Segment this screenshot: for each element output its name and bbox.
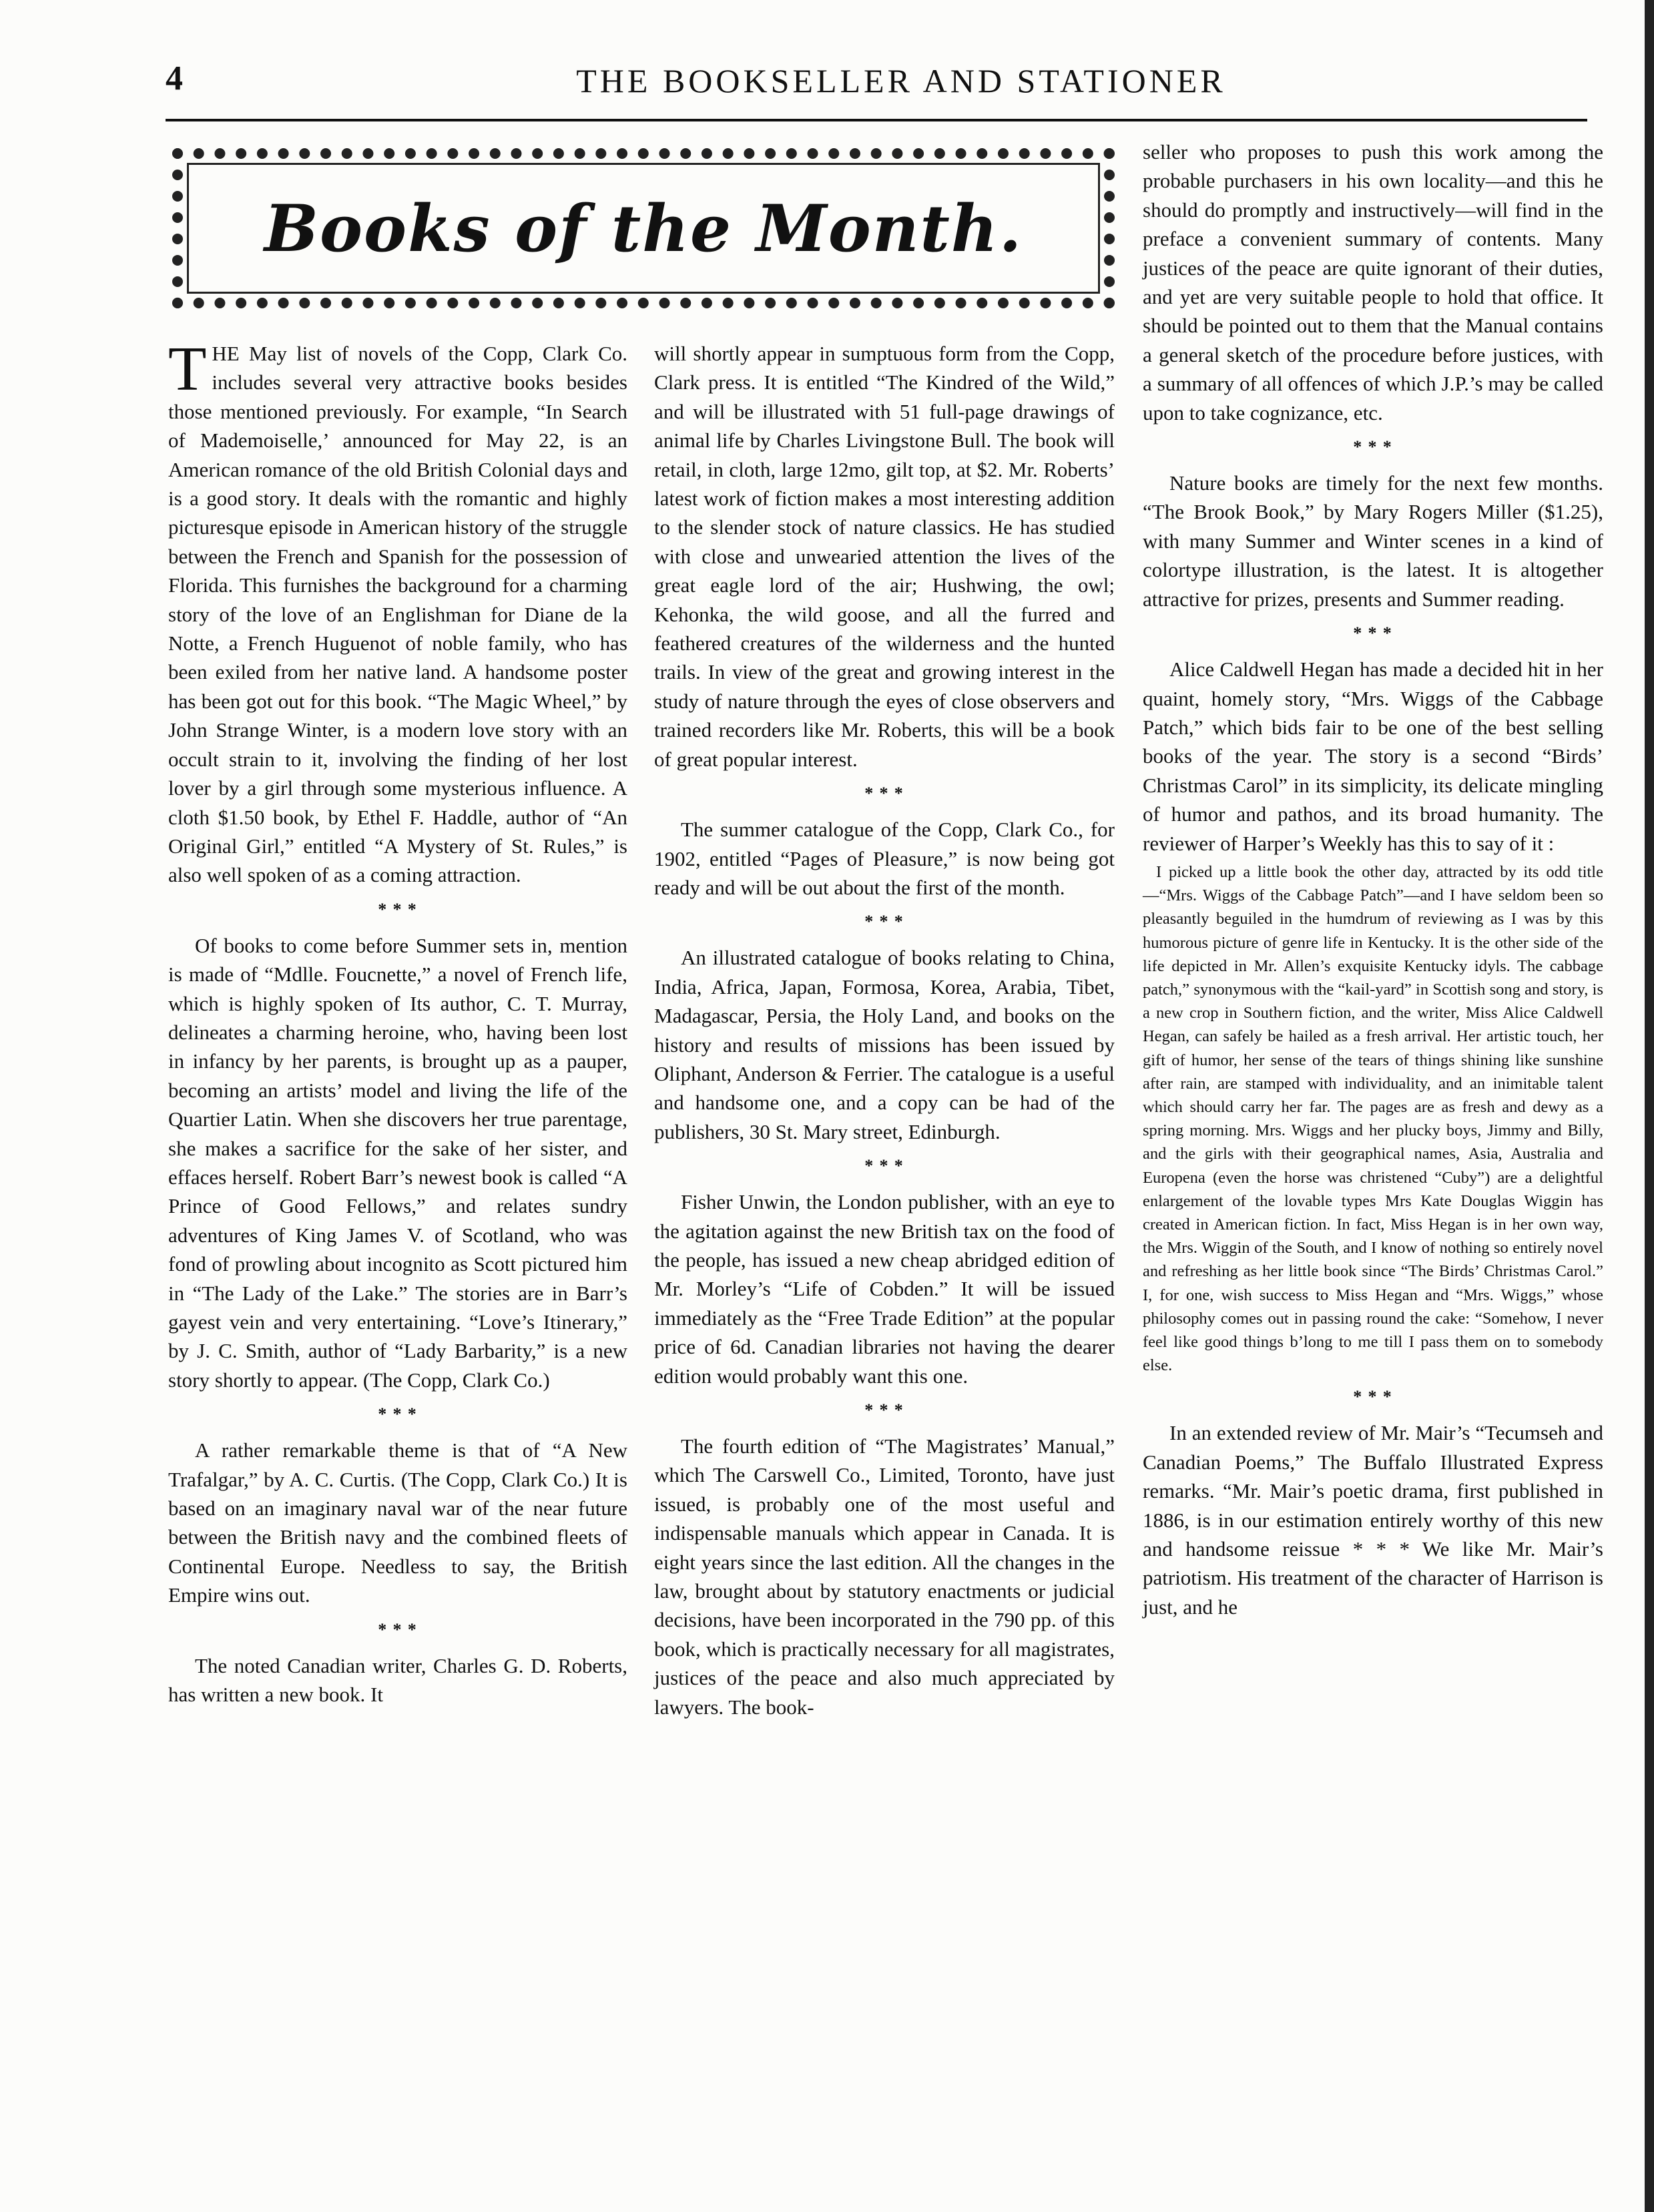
paragraph-text: HE May list of novels of the Copp, Clark Co. includes several very attractive books besides those mentioned previously. For example, “In Search of Mademoiselle,’ announced for May 22, is an American romance of the old British Colonial days and is a good story. It deals with the romantic and highly picturesque episode in American history of the struggle between the French and Spanish for the possession of Florida. This furnishes the background for a charming story of the love of an Englishman for Diane de la Notte, a French Huguenot of noble family, who has been exiled from her native land. A handsome poster has been got out for this book. “The Magic Wheel,” by John Strange Winter, is a modern love story with an occult strain to it, involving the finding of her lost lover by a girl through some mysterious influence. A cloth $1.50 book, by Ethel F. Haddle, author of “An Original Girl,” entitled “A Mystery of St. Rules,” is also well spoken of as a coming attraction. (168, 342, 627, 887)
running-head: THE BOOKSELLER AND STATIONER (576, 62, 1226, 99)
column-2 (654, 339, 1115, 1721)
article-paragraph: seller who proposes to push this work among the probable purchasers in his own locality—and this he should do promptly and instructively—will find in the preface a convenient summary of contents. Many justices of the peace are quite ignorant of their duties, and yet are very suitable people to hold that office. It should be pointed out to them that the Manual contains a general sketch of the procedure before justices, with a summary of all offences of which J.P.’s may be called upon to take cognizance, etc. (1143, 140, 1603, 425)
asterism-divider: * * * (1353, 623, 1393, 643)
asterism-divider: * * * (864, 912, 904, 932)
column-1 (168, 334, 627, 1709)
asterism-divider: * * * (378, 1619, 418, 1639)
article-paragraph: A rather remarkable theme is that of “A New Trafalgar,” by A. C. Curtis. (The Copp, Clark Co.) It is based on an imaginary naval war of the near future between the British navy and the combined fleets of Continental Europe. Needless to say, the British Empire wins out. (168, 1438, 627, 1607)
article-paragraph: An illustrated catalogue of books relating to China, India, Africa, Japan, Formosa, Korea, Arabia, Tibet, Madagascar, Persia, the Holy Land, and books on the history and results of missions has been issued by Oliphant, Anderson & Ferrier. The catalogue is a useful and handsome one, and a copy can be had of the publishers, 30 St. Mary street, Edinburgh. (654, 946, 1115, 1143)
article-paragraph (168, 334, 627, 890)
page-number: 4 (166, 59, 183, 97)
column-3 (1143, 137, 1603, 1621)
asterism-divider: * * * (1353, 437, 1393, 457)
review-quote: I picked up a little book the other day, attracted by its odd title—“Mrs. Wiggs of the Cabbage Patch”—and I have seldom been so pleasantly beguiled in the humdrum of reviewing as I was by this humorous picture of genre life in Kentucky. It is the other side of the life depicted in Mr. Allen’s exquisite Kentucky idyls. The cabbage patch,” synonymous with the “kail-yard” in Scottish song and story, is a new crop in Southern fiction, and the writer, Miss Alice Caldwell Hegan, can safely be hailed as a fresh arrival. Her artistic touch, her gift of humor, her sense of the tears of things shining like sunshine after rain, are stamped with individuality, and an inimitable talent which should carry her far. The pages are as fresh and dewy as a spring morning. Mrs. Wiggs and her plucky boys, Jimmy and Billy, and the girls with their geographical names, Asia, Australia and Europena (even the horse was christened “Cuby”) are a delightful enlargement of the lovable types Mrs Kate Douglas Wiggin has created in American fiction. In fact, Miss Hegan is in her own way, the Mrs. Wiggin of the South, and I know of nothing so entirely novel and refreshing as her little book since “The Birds’ Christmas Carol.” I, for one, wish success to Miss Hegan and “Mrs. Wiggs,” whose philosophy comes out in passing round the cake: “Somehow, I never feel like good things b’long to me till I pass them on to somebody else. (1143, 862, 1603, 1375)
page-edge-shadow (1645, 0, 1654, 2212)
asterism-divider: * * * (864, 1156, 904, 1176)
asterism-divider: * * * (1353, 1387, 1393, 1407)
article-paragraph: Nature books are timely for the next few months. “The Brook Book,” by Mary Rogers Miller ($1.25), with many Summer and Winter scenes in a kind of colortype illustration, is the latest. It is altogether attractive for prizes, presents and Summer reading. (1143, 471, 1603, 611)
article-paragraph: Of books to come before Summer sets in, mention is made of “Mdlle. Foucnette,” a novel of French life, which is highly spoken of Its author, C. T. Murray, delineates a charming heroine, who, having been lost in infancy by her parents, is brought up as a pauper, becoming an artists’ model and living the life of the Quartier Latin. When she discovers her true parentage, she makes a sacrifice for the sake of her sister, and effaces herself. Robert Barr’s newest book is called “A Prince of Good Fellows,” and relates sundry adventures of King James V. of Scotland, who was fond of prowling about incognito as Scott pictured him in “The Lady of the Lake.” The stories are in Barr’s gayest vein and very entertaining. “Love’s Itinerary,” by J. C. Smith, author of “Lady Barbarity,” is a new story shortly to appear. (The Copp, Clark Co.) (168, 933, 627, 1392)
asterism-divider: * * * (864, 1400, 904, 1420)
article-paragraph: The summer catalogue of the Copp, Clark Co., for 1902, entitled “Pages of Pleasure,” is now being got ready and will be out about the first of the month. (654, 818, 1115, 899)
drop-cap: T (168, 334, 207, 404)
article-paragraph: The noted Canadian writer, Charles G. D. Roberts, has written a new book. It (168, 1653, 627, 1707)
article-paragraph: In an extended review of Mr. Mair’s “Tecumseh and Canadian Poems,” The Buffalo Illustrated Express remarks. “Mr. Mair’s poetic drama, first published in 1886, is in our estimation entirely worthy of this new and handsome reissue * * * We like Mr. Mair’s patriotism. His treatment of the character of Harrison is just, and he (1143, 1421, 1603, 1619)
article-paragraph: Fisher Unwin, the London publisher, with an eye to the agitation against the new British tax on the food of the people, has issued a new cheap abridged edition of Mr. Morley’s “Life of Cobden.” It will be issued immediately as the “Free Trade Edition” at the popular price of 6d. Canadian libraries not having the dearer edition would probably want this one. (654, 1190, 1115, 1388)
asterism-divider: * * * (378, 1404, 418, 1424)
section-title-box (172, 148, 1115, 308)
asterism-divider: * * * (378, 899, 418, 919)
section-title: Books of the Month. (264, 190, 1023, 266)
header-rule (166, 119, 1587, 121)
asterism-divider: * * * (864, 784, 904, 804)
article-paragraph: will shortly appear in sumptuous form from the Copp, Clark press. It is entitled “The Kindred of the Wild,” and will be illustrated with 51 full-page drawings of animal life by Charles Livingstone Bull. The book will retail, in cloth, large 12mo, gilt top, at $2. Mr. Roberts’ latest work of fiction makes a most interesting addition to the slender stock of nature classics. He has studied with close and unwearied attention the lives of the great eagle lord of the air; Hushwing, the owl; Kehonka, the wild goose, and all the furred and feathered creatures of the wilderness and the hunted trails. In view of the great and growing interest in the study of nature through the eyes of close observers and trained recorders like Mr. Roberts, this will be a book of great popular interest. (654, 342, 1115, 771)
article-paragraph: Alice Caldwell Hegan has made a decided hit in her quaint, homely story, “Mrs. Wiggs of the Cabbage Patch,” which bids fair to be one of the best selling books of the year. The story is a second “Birds’ Christmas Carol” in its simplicity, its delicate mingling of humor and pathos, and its broad humanity. The reviewer of Harper’s Weekly has this to say of it : (1143, 657, 1603, 855)
article-paragraph: The fourth edition of “The Magistrates’ Manual,” which The Carswell Co., Limited, Toronto, have just issued, is probably one of the most useful and indispensable manuals which appear in Canada. It is eight years since the last edition. All the changes in the law, brought about by statutory enactments or judicial decisions, have been incorporated in the 790 pp. of this book, which is practically necessary for all magistrates, justices of the peace and also much appreciated by lawyers. The book- (654, 1434, 1115, 1719)
